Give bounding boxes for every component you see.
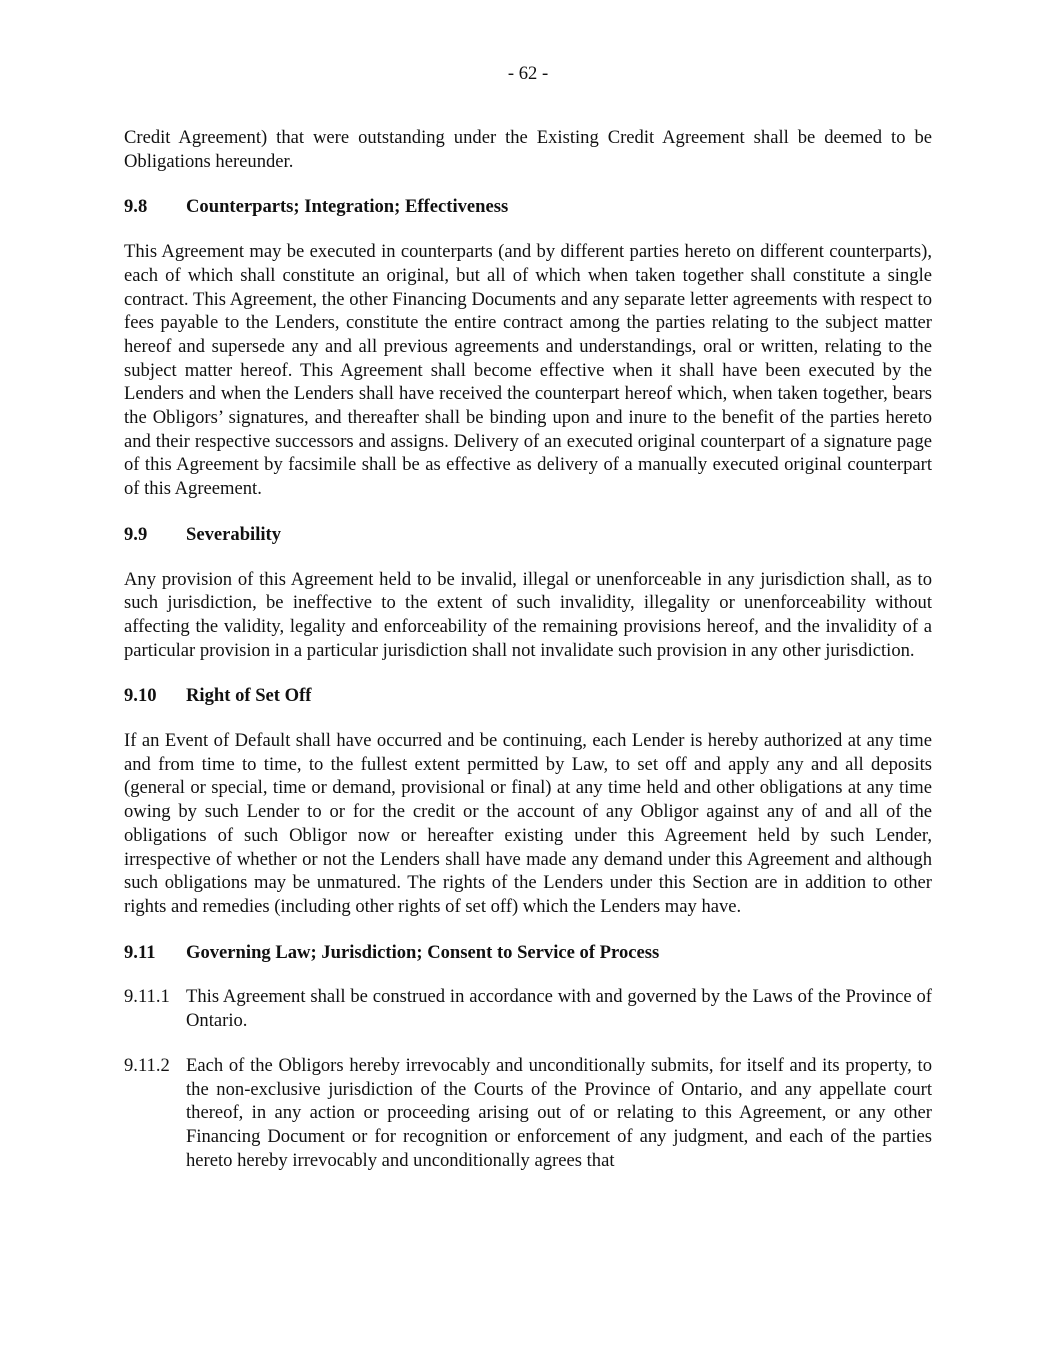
section-title: Counterparts; Integration; Effectiveness (186, 196, 509, 218)
section-title: Severability (186, 523, 282, 545)
section-body-9-8: This Agreement may be executed in counterparts (and by different parties hereto on different counterparts), each of which shall constitute an original, but all of which when taken together shall constitute a single contract. This Agreement, the other Financing Documents and any separate letter agreements with respect to fees payable to the Lenders, constitute the entire contract among the parties relating to the subject matter hereof and supersede any and all previous agreements and understandings, oral or written, relating to the subject matter hereof. This Agreement shall become effective when it shall have been executed by the Lenders and when the Lenders shall have received the counterpart hereof which, when taken together, bears the Obligors’ signatures, and thereafter shall be binding upon and inure to the benefit of the parties hereto and their respective successors and assigns. Delivery of an executed original counterpart of a signature page of this Agreement by facsimile shall be as effective as delivery of a manually executed original counterpart of this Agreement. (124, 241, 932, 500)
continuation-paragraph: Credit Agreement) that were outstanding under the Existing Credit Agreement shall be deemed to be Obligations hereunder. (124, 127, 932, 172)
section-number: 9.9 (124, 523, 148, 545)
page-number: - 62 - (507, 63, 549, 84)
clause-text: Each of the Obligors hereby irrevocably and unconditionally submits, for itself and its property, to the non-exclusive jurisdiction of the Courts of the Province of Ontario, and any appellate court thereof, in any action or proceeding arising out of or relating to this Agreement, or any other Financing Document or for recognition or enforcement of any judgment, and each of the parties hereto hereby irrevocably and unconditionally agrees that (186, 1054, 932, 1171)
section-title: Governing Law; Jurisdiction; Consent to Service of Process (186, 941, 660, 963)
clause-number: 9.11.2 (124, 1054, 170, 1076)
section-heading-9-9 (124, 523, 932, 547)
section-heading-9-10 (124, 684, 932, 708)
sub-clause-9-11-1 (124, 985, 932, 1032)
section-body-9-9: Any provision of this Agreement held to be invalid, illegal or unenforceable in any jurisdiction shall, as to such jurisdiction, be ineffective to the extent of such invalidity, illegality or unenforceability without affecting the validity, legality and enforceability of the remaining provisions hereof, and the invalidity of a particular provision in a particular jurisdiction shall not invalidate such provision in any other jurisdiction. (124, 568, 932, 661)
document-page (124, 62, 932, 1172)
clause-number: 9.11.1 (124, 986, 170, 1008)
section-number: 9.11 (124, 941, 156, 963)
section-title: Right of Set Off (186, 685, 312, 707)
clause-text: This Agreement shall be construed in accordance with and governed by the Laws of the Province of Ontario. (186, 986, 932, 1032)
section-heading-9-8 (124, 195, 932, 219)
section-number: 9.10 (124, 685, 157, 707)
sub-clause-9-11-2 (124, 1054, 932, 1173)
section-number: 9.8 (124, 196, 148, 218)
section-body-9-10: If an Event of Default shall have occurred and be continuing, each Lender is hereby authorized at any time and from time to time, to the fullest extent permitted by Law, to set off and apply any and all deposits (general or special, time or demand, provisional or final) at any time held and other obligations at any time owing by such Lender to or for the credit or the account of any Obligor against any of and all of the obligations of such Obligor now or hereafter existing under this Agreement held by such Lender, irrespective of whether or not the Lenders shall have made any demand under this Agreement and although such obligations may be unmatured. The rights of the Lenders under this Section are in addition to other rights and remedies (including other rights of set off) which the Lenders may have. (124, 730, 932, 917)
section-heading-9-11 (124, 941, 932, 965)
